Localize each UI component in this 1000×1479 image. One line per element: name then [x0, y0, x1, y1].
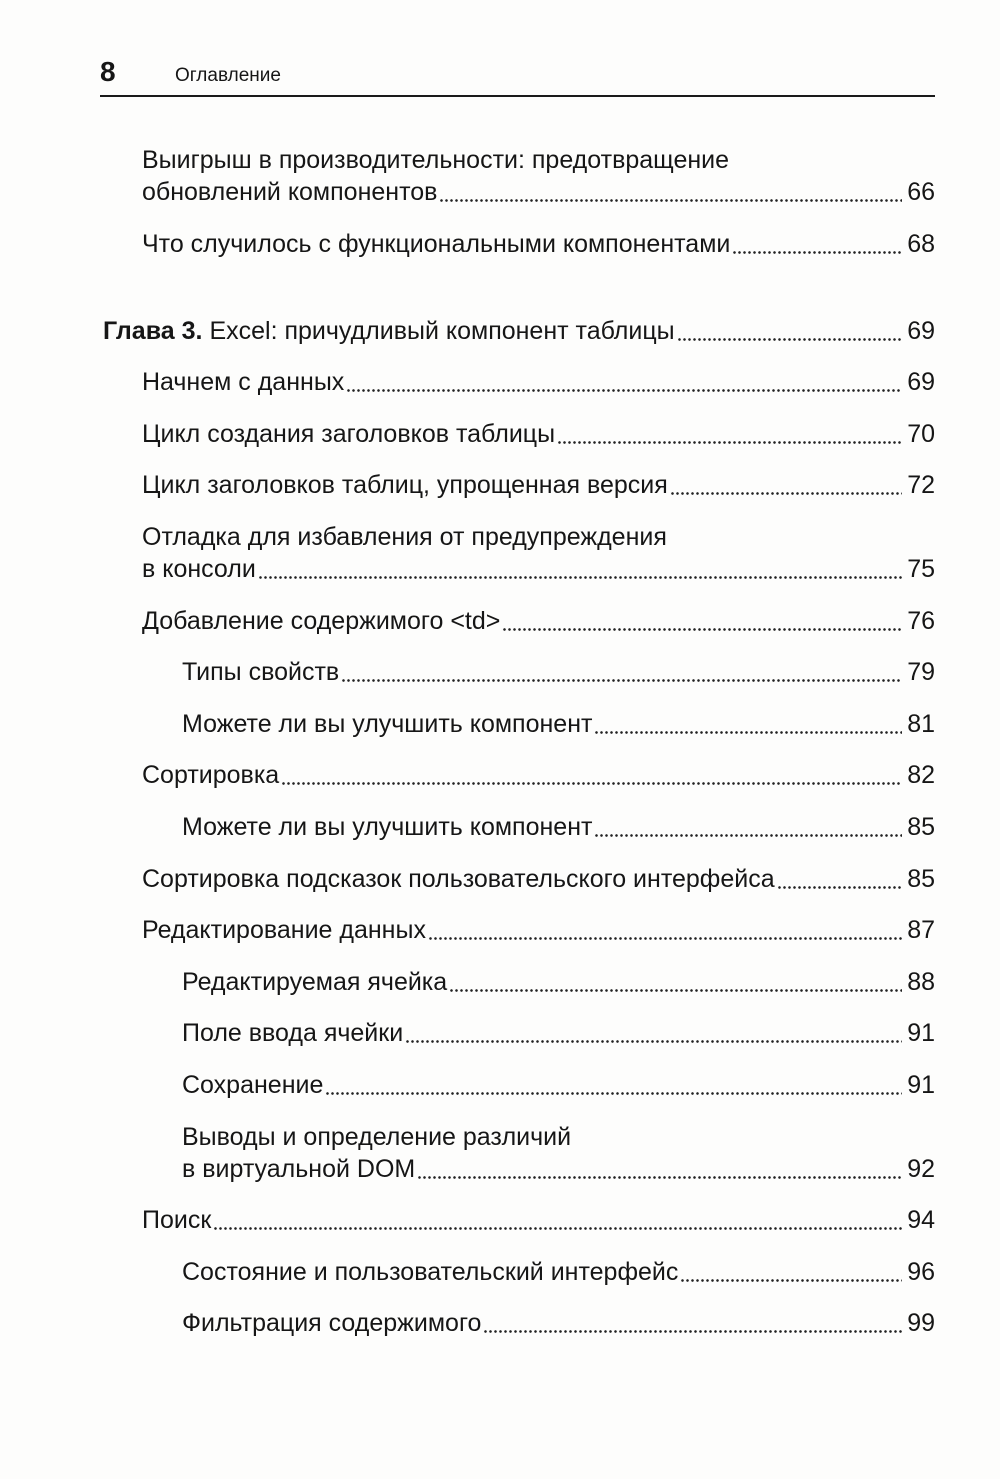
- running-page-number: 8: [100, 56, 116, 87]
- entry-title: [182, 708, 592, 740]
- page-number: 94: [907, 1206, 935, 1235]
- toc-entry-line: [142, 228, 935, 260]
- toc-entry-line: [182, 1017, 935, 1049]
- toc-entry: [103, 1204, 935, 1236]
- entry-title-text: Можете ли вы улучшить компонент: [182, 812, 593, 841]
- entry-title: [182, 1307, 481, 1339]
- page-number: 79: [907, 658, 935, 687]
- entry-title-text: Типы свойств: [182, 658, 340, 687]
- toc-entry-line: [182, 656, 935, 688]
- entry-title-text: Фильтрация содержимого: [182, 1309, 482, 1338]
- toc-entry-line: [182, 1121, 935, 1153]
- toc-entry: [103, 366, 935, 398]
- dot-leader: [259, 553, 902, 585]
- toc-entry: [103, 966, 935, 998]
- entry-title-text: обновлений компонентов: [142, 178, 438, 206]
- entry-title-text: Начнем с данных: [142, 368, 345, 397]
- entry-title-text: Отладка для избавления от предупреждения: [142, 522, 667, 551]
- dot-leader: [429, 914, 902, 946]
- entry-title-text: Можете ли вы улучшить компонент: [182, 709, 593, 738]
- toc-entry-line: [142, 144, 935, 176]
- entry-title: [142, 144, 729, 176]
- toc-entry-line: [103, 315, 935, 347]
- toc-list: [103, 144, 935, 1339]
- toc-entry: [103, 656, 935, 688]
- page-number: 69: [907, 368, 935, 397]
- entry-title-text: Цикл создания заголовков таблицы: [142, 419, 556, 448]
- page-number: 91: [907, 1070, 935, 1099]
- toc-entry-line: [142, 1204, 935, 1236]
- entry-title-text: Сортировка подсказок пользовательского интерфейса: [142, 864, 775, 893]
- entry-title: [142, 1204, 211, 1236]
- dot-leader: [418, 1153, 902, 1185]
- toc-entry-line: [142, 366, 935, 398]
- toc-entry-line: [142, 521, 935, 553]
- running-section-title: Оглавление: [175, 65, 281, 86]
- dot-leader: [678, 315, 902, 347]
- toc-entry-line: [142, 759, 935, 791]
- toc-entry-line: [182, 966, 935, 998]
- page-number: 81: [907, 709, 935, 738]
- toc-entry-line: [142, 863, 935, 895]
- entry-title: [142, 176, 437, 208]
- entry-title: [142, 605, 500, 637]
- toc-entry-line: [142, 469, 935, 501]
- toc-entry-line: [182, 1256, 935, 1288]
- dot-leader: [778, 863, 902, 895]
- page-number: 76: [907, 606, 935, 635]
- entry-title: [182, 966, 447, 998]
- page-number: 96: [907, 1257, 935, 1286]
- entry-title: [103, 315, 675, 347]
- page-number: 82: [907, 761, 935, 790]
- entry-title: [182, 1017, 403, 1049]
- toc-entry: [103, 863, 935, 895]
- dot-leader: [595, 708, 902, 740]
- page-number: 85: [907, 864, 935, 893]
- toc-chapter-entry: [103, 315, 935, 347]
- page-number: 69: [907, 316, 935, 345]
- toc-entry: [103, 418, 935, 450]
- dot-leader: [503, 605, 902, 637]
- entry-title-text: Редактирование данных: [142, 916, 426, 945]
- toc-entry: [103, 759, 935, 791]
- toc-entry: [103, 144, 935, 208]
- entry-title: [142, 366, 344, 398]
- page-number: 75: [907, 554, 935, 583]
- entry-title: [182, 811, 592, 843]
- entry-title: [142, 521, 667, 553]
- page-number: 68: [907, 229, 935, 258]
- entry-title-text: Excel: причудливый компонент таблицы: [209, 316, 675, 345]
- page-number: 87: [907, 916, 935, 945]
- toc-entry: [103, 914, 935, 946]
- dot-leader: [671, 469, 902, 501]
- dot-leader: [733, 228, 902, 260]
- dot-leader: [326, 1069, 902, 1101]
- entry-title: [142, 418, 555, 450]
- toc-entry: [103, 811, 935, 843]
- dot-leader: [484, 1307, 902, 1339]
- page-number: 91: [907, 1019, 935, 1048]
- toc-entry: [103, 605, 935, 637]
- toc-entry-line: [182, 1307, 935, 1339]
- entry-title: [182, 1256, 678, 1288]
- page-number: 72: [907, 471, 935, 500]
- entry-title: [182, 1069, 323, 1101]
- entry-title-text: Поле ввода ячейки: [182, 1019, 404, 1048]
- entry-title-text: Добавление содержимого <td>: [142, 606, 501, 635]
- entry-title-text: Выводы и определение различий: [182, 1122, 572, 1151]
- dot-leader: [558, 418, 902, 450]
- dot-leader: [440, 176, 902, 208]
- entry-title: [182, 1153, 415, 1185]
- toc-entry-line: [142, 605, 935, 637]
- entry-title-text: Поиск: [142, 1206, 212, 1235]
- entry-title: [142, 759, 279, 791]
- entry-title: [182, 656, 339, 688]
- toc-entry: [103, 1069, 935, 1101]
- toc-entry: [103, 228, 935, 260]
- dot-leader: [342, 656, 902, 688]
- page-number: 99: [907, 1309, 935, 1338]
- page-number: 66: [907, 178, 935, 206]
- toc-entry: [103, 469, 935, 501]
- toc-entry-line: [142, 914, 935, 946]
- entry-title-text: в консоли: [142, 554, 256, 583]
- entry-title: [142, 914, 426, 946]
- entry-title: [142, 469, 668, 501]
- entry-title-text: Что случилось с функциональными компонентами: [142, 229, 731, 258]
- entry-title-text: в виртуальной DOM: [182, 1154, 416, 1183]
- entry-title-text: Сохранение: [182, 1070, 324, 1099]
- toc-entry: [103, 708, 935, 740]
- entry-title: [142, 553, 256, 585]
- dot-leader: [347, 366, 902, 398]
- toc-entry-line: [142, 176, 935, 208]
- toc-entry: [103, 1121, 935, 1185]
- page-number: 92: [907, 1154, 935, 1183]
- toc-entry: [103, 521, 935, 585]
- entry-title-text: Выигрыш в производительности: предотвращение: [142, 146, 730, 174]
- toc-entry-line: [142, 553, 935, 585]
- toc-entry: [103, 1017, 935, 1049]
- toc-entry-line: [182, 1069, 935, 1101]
- dot-leader: [450, 966, 902, 998]
- toc-entry-line: [182, 708, 935, 740]
- page-number: 70: [907, 419, 935, 448]
- entry-title-text: Сортировка: [142, 761, 280, 790]
- dot-leader: [595, 811, 902, 843]
- toc-entry: [103, 1256, 935, 1288]
- dot-leader: [282, 759, 902, 791]
- entry-title-text: Редактируемая ячейка: [182, 967, 448, 996]
- dot-leader: [406, 1017, 902, 1049]
- chapter-label: Глава 3.: [103, 316, 203, 345]
- entry-title: [142, 228, 730, 260]
- page-number: 85: [907, 812, 935, 841]
- entry-title-text: Состояние и пользовательский интерфейс: [182, 1257, 679, 1286]
- entry-title-text: Цикл заголовков таблиц, упрощенная версия: [142, 471, 668, 500]
- header-rule: [100, 95, 935, 97]
- page-number: 88: [907, 967, 935, 996]
- toc-entry-line: [142, 418, 935, 450]
- toc-entry-line: [182, 1153, 935, 1185]
- dot-leader: [214, 1204, 902, 1236]
- toc-entry: [103, 1307, 935, 1339]
- entry-title: [182, 1121, 571, 1153]
- toc-entry-line: [182, 811, 935, 843]
- dot-leader: [681, 1256, 902, 1288]
- entry-title: [142, 863, 775, 895]
